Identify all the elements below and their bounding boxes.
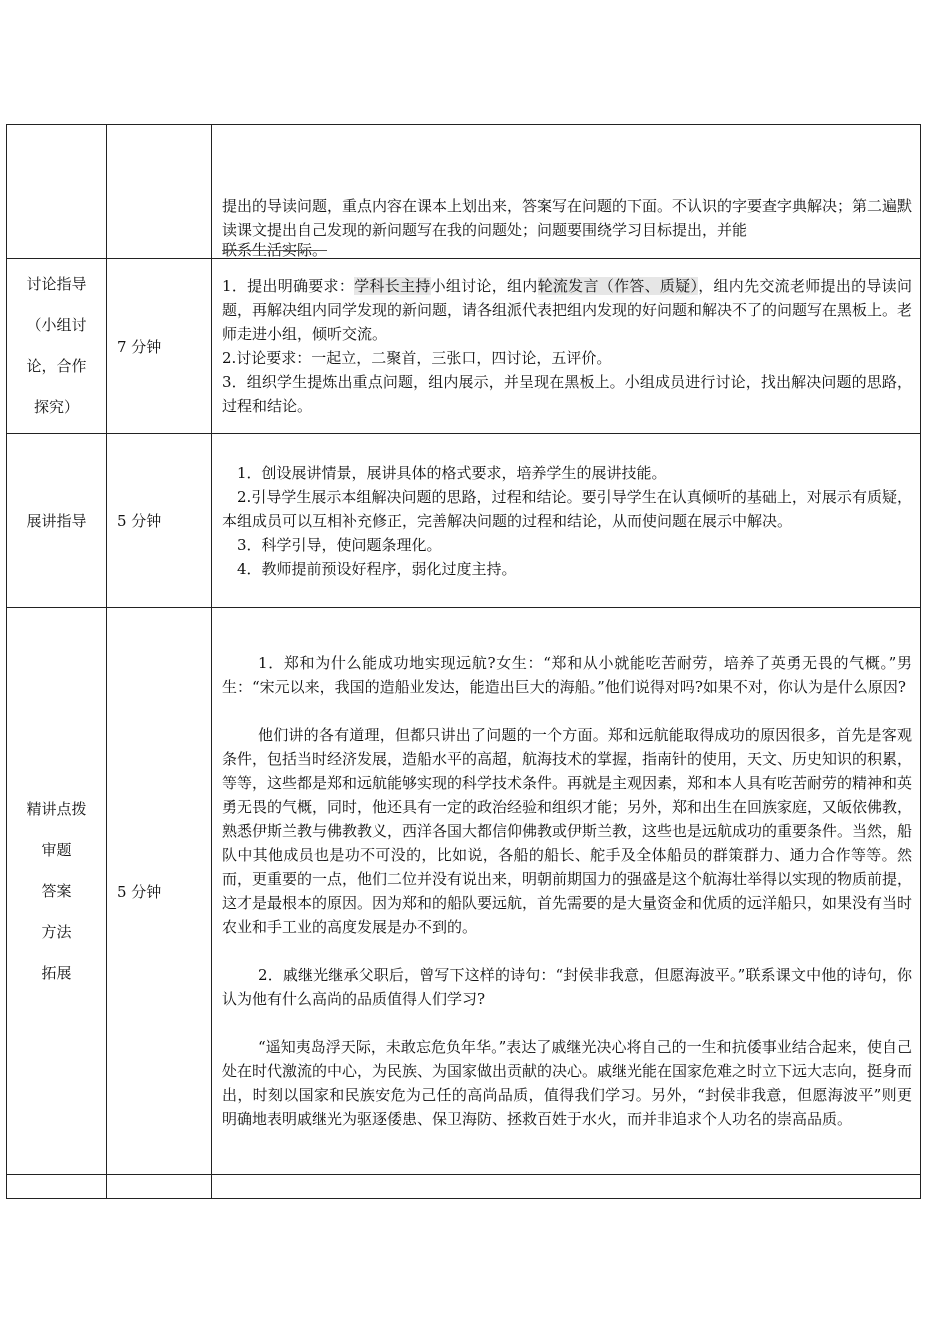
answer-1: 他们讲的各有道理，但都只讲出了问题的一个方面。郑和远航能取得成功的原因很多，首先是客观条件，包括当时经济发展，造船水平的高超，航海技术的掌握，指南针的使用，天文、历史知识的积累，等等，这些都是郑和远航能够实现的科学技术条件。再就是主观因素，郑和本人具有吃苦耐劳的精神和英勇无畏的气概，同时，他还具有一定的政治经验和组织才能；另外，郑和出生在回族家庭，又皈依佛教，熟悉伊斯兰教与佛教教义，西洋各国大都信仰佛教或伊斯兰教，这些也是远航成功的重要条件。当然，船队中其他成员也是功不可没的，比如说，各船的船长、舵手及全体船员的群策群力、通力合作等等。然而，更重要的一点，他们二位并没有说出来，明朝前期国力的强盛是这个航海壮举得以实现的物质前提，这才是最根本的原因。因为郑和的船队要远航，首先需要的是大量资金和优质的远洋船只，如果没有当时农业和手工业的高度发展是办不到的。 — [222, 726, 913, 936]
stage-label: 精讲点拨 — [26, 799, 87, 818]
discussion-item-1: 1．提出明确要求：学科长主持小组讨论，组内轮流发言（作答、质疑），组内先交流老师提出的导读问题，再解决组内同学发现的新问题，请各组派代表把组内发现的好问题和解决不了的问题写在黑板上。老师走进小组，倾听交流。 — [222, 277, 913, 343]
lesson-plan-table — [6, 124, 921, 1199]
stage-label: 探究） — [33, 398, 79, 416]
question-2: 2．戚继光继承父职后，曾写下这样的诗句：“封侯非我意，但愿海波平。”联系课文中他的诗句，你认为他有什么高尚的品质值得人们学习? — [222, 966, 912, 1008]
content-cell — [212, 1175, 921, 1199]
content-cell — [212, 608, 921, 1175]
table-row — [7, 125, 921, 259]
presentation-item: 4．教师提前预设好程序，弱化过度主持。 — [237, 559, 517, 578]
stage-label: 论，合作 — [26, 357, 87, 375]
presentation-item: 2.引导学生展示本组解决问题的思路，过程和结论。要引导学生在认真倾听的基础上，对展示有质疑，本组成员可以互相补充修正，完善解决问题的过程和结论，从而使问题在展示中解决。 — [222, 487, 912, 530]
time-cell: 5 分钟 — [107, 608, 212, 1175]
table-row — [7, 259, 921, 434]
stage-label: 答案 — [41, 881, 72, 900]
stage-cell — [7, 125, 107, 259]
time-cell — [107, 1175, 212, 1199]
stage-label: 审题 — [41, 840, 72, 859]
discussion-item-2: 2.讨论要求：一起立，二聚首，三张口，四讨论，五评价。 — [222, 349, 612, 367]
content-cell — [212, 259, 921, 434]
highlight-text: 学科长主持 — [354, 277, 431, 295]
answer-2: “遥知夷岛浮天际，未敢忘危负年华。”表达了戚继光决心将自己的一生和抗倭事业结合起来，使自己处在时代激流的中心，为民族、为国家做出贡献的决心。戚继光能在国家危难之时立下远大志向，挺身而出，时刻以国家和民族安危为己任的高尚品质，值得我们学习。另外，“封侯非我意，但愿海波平”则更明确地表明戚继光为驱逐倭患、保卫海防、拯救百姓于水火，而并非追求个人功名的崇高品质。 — [222, 1038, 913, 1128]
highlight-text: 轮流发言（作答、质疑） — [537, 277, 699, 295]
content-line: 联系生活实际。 — [222, 242, 328, 258]
stage-cell: 展讲指导 — [7, 434, 107, 608]
time-cell — [107, 125, 212, 259]
content-cell — [212, 434, 921, 608]
presentation-item: 3．科学引导，使问题条理化。 — [237, 535, 442, 554]
discussion-item-3: 3．组织学生提炼出重点问题，组内展示，并呈现在黑板上。小组成员进行讨论，找出解决问题的思路，过程和结论。 — [222, 373, 912, 415]
presentation-item: 1．创设展讲情景，展讲具体的格式要求，培养学生的展讲技能。 — [237, 463, 667, 482]
stage-cell — [7, 1175, 107, 1199]
stage-cell — [7, 259, 107, 434]
table-row — [7, 608, 921, 1175]
content-cell — [212, 125, 921, 259]
table-row — [7, 434, 921, 608]
stage-label: 讨论指导 — [26, 275, 87, 293]
time-cell: 5 分钟 — [107, 434, 212, 608]
time-cell: 7 分钟 — [107, 259, 212, 434]
content-line: 提出的导读问题，重点内容在课本上划出来，答案写在问题的下面。不认识的字要查字典解决；第二遍默读课文提出自己发现的新问题写在我的问题处；问题要围绕学习目标提出，并能 — [222, 197, 913, 239]
question-1: 1．郑和为什么能成功地实现远航?女生：“郑和从小就能吃苦耐劳，培养了英勇无畏的气概。”男生：“宋元以来，我国的造船业发达，能造出巨大的海船。”他们说得对吗?如果不对，你认为是什么原因? — [222, 654, 912, 696]
stage-label: 方法 — [41, 922, 72, 941]
table-row — [7, 1175, 921, 1199]
stage-cell — [7, 608, 107, 1175]
stage-label: 拓展 — [41, 963, 72, 982]
stage-label: （小组讨 — [26, 316, 87, 334]
